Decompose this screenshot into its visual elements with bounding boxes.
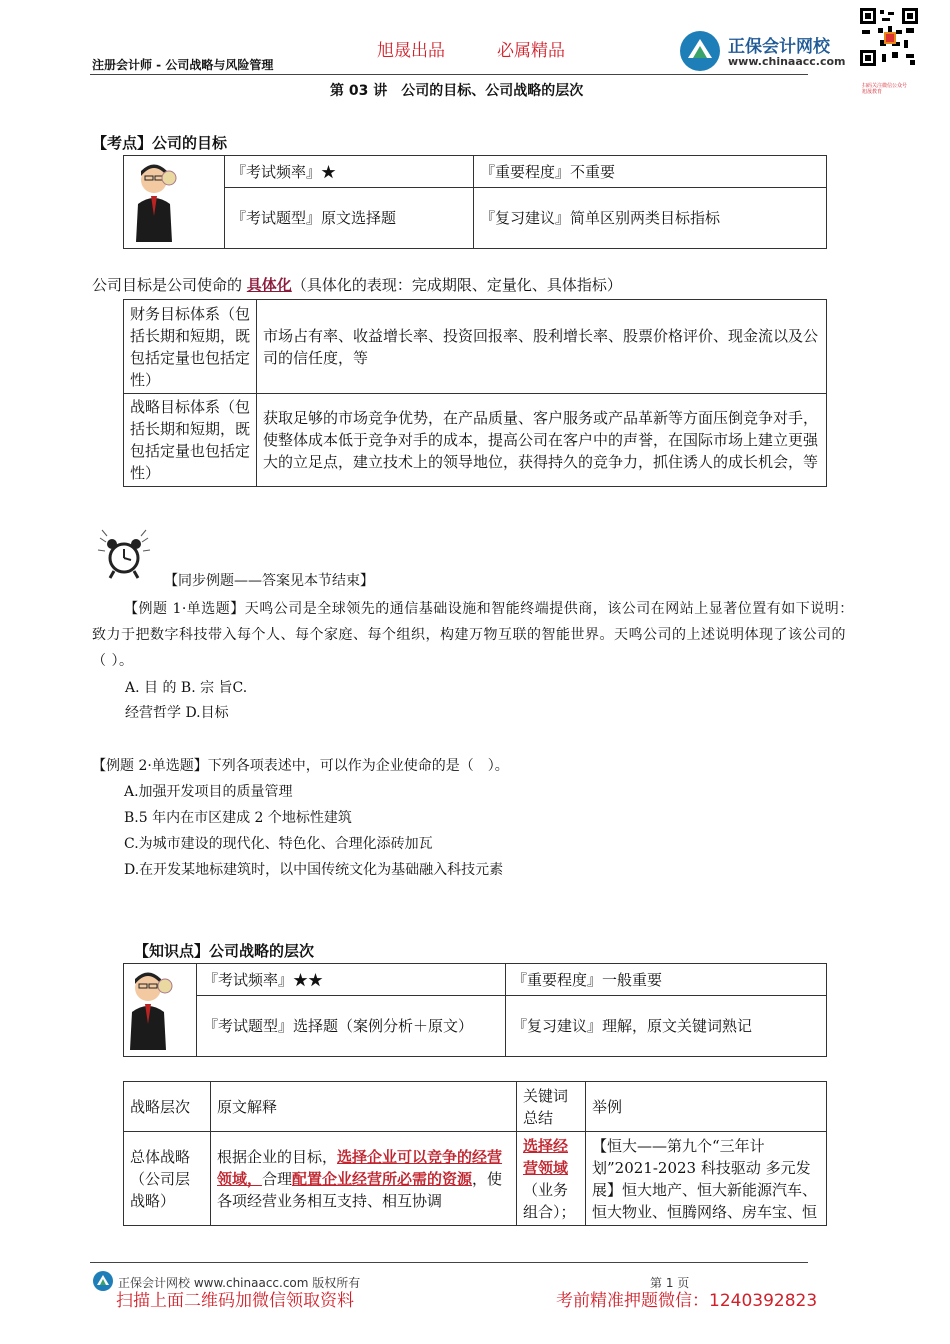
footer-page-number: 第 1 页	[650, 1276, 690, 1290]
table-row	[124, 1132, 827, 1226]
teacher-avatar-icon	[124, 964, 196, 1050]
header-rule	[90, 74, 808, 75]
sync-label: 【同步例题——答案见本节结束】	[164, 573, 374, 589]
ex2-option-c: C.为城市建设的现代化、特色化、合理化添砖加瓦	[124, 836, 433, 852]
kaodian-importance: 『重要程度』不重要	[474, 156, 827, 188]
header-level: 战略层次	[124, 1082, 211, 1132]
kaodian-advice: 『复习建议』简单区别两类目标指标	[474, 188, 827, 249]
footer-promo-left: 扫描上面二维码加微信领取资料	[116, 1291, 354, 1311]
ex2-stem: 【例题 2·单选题】下列各项表述中，可以作为企业使命的是（ ）。	[92, 758, 509, 774]
header-keyword: 关键词总结	[517, 1082, 586, 1132]
zhishi-freq: 『考试频率』★★	[197, 964, 506, 996]
table-row	[124, 300, 827, 394]
zhishi-importance: 『重要程度』一般重要	[506, 964, 827, 996]
alarm-clock-icon	[94, 524, 156, 584]
ex2-option-d: D.在开发某地标建筑时，以中国传统文化为基础融入科技元素	[124, 862, 504, 878]
ex1-options-line1: A. 目 的 B. 宗 旨C.	[125, 680, 248, 696]
header-explanation: 原文解释	[211, 1082, 517, 1132]
footer-rule	[90, 1262, 808, 1263]
target-name: 战略目标体系（包括长期和短期，既包括定量也包括定性）	[124, 394, 257, 487]
teacher-avatar-cell	[124, 156, 225, 249]
target-content: 市场占有率、收益增长率、投资回报率、股利增长率、股票价格评价、现金流以及公司的信任度，等	[257, 300, 827, 394]
chinaacc-logo[interactable]	[678, 30, 848, 72]
footer-promo-right: 考前精准押题微信：1240392823	[556, 1291, 818, 1311]
level-example: 【恒大——第九个“三年计划”2021-2023 科技驱动 多元发展】恒大地产、恒大新能源汽车、恒大物业、恒腾网络、房车宝、恒	[586, 1132, 827, 1226]
qr-code-icon	[858, 6, 920, 68]
kaodian-table	[123, 155, 827, 249]
table-row	[124, 394, 827, 487]
target-name: 财务目标体系（包括长期和短期，既包括定量也包括定性）	[124, 300, 257, 394]
qr-caption: 扫码关注微信公众号 旭晟教育	[862, 83, 908, 95]
zhishi-heading: 【知识点】公司战略的层次	[134, 942, 315, 960]
intro-sentence: 公司目标是公司使命的 具体化（具体化的表现：完成期限、定量化、具体指标）	[92, 276, 622, 294]
zhishi-table	[123, 963, 827, 1057]
ex2-option-b: B.5 年内在市区建成 2 个地标性建筑	[124, 810, 352, 826]
ex2-option-a: A.加强开发项目的质量管理	[124, 784, 293, 800]
level-name: 总体战略（公司层战略）	[124, 1132, 211, 1226]
logo-url: www.chinaacc.com	[728, 55, 846, 68]
brand-left: 旭晟出品	[377, 41, 445, 61]
levels-table	[123, 1081, 827, 1226]
level-keyword: 选择经营领域（业务组合）；	[517, 1132, 586, 1226]
qr-code[interactable]	[858, 6, 920, 68]
footer-logo-icon	[92, 1270, 114, 1292]
brand-right: 必属精品	[497, 41, 565, 61]
logo-icon	[678, 30, 722, 72]
targets-table	[123, 299, 827, 487]
target-content: 获取足够的市场竞争优势，在产品质量、客户服务或产品革新等方面压倒竞争对手，使整体成本低于竞争对手的成本，提高公司在客户中的声誉，在国际市场上建立更强大的立足点，建立技术上的领导地位，获得持久的竞争力，抓住诱人的成长机会，等	[257, 394, 827, 487]
lecture-title: 第 03 讲 公司的目标、公司战略的层次	[330, 83, 584, 99]
zhishi-advice: 『复习建议』理解，原文关键词熟记	[506, 996, 827, 1057]
kaodian-qtype: 『考试题型』原文选择题	[225, 188, 474, 249]
level-explanation: 根据企业的目标，选择企业可以竞争的经营领域，合理配置企业经营所必需的资源，使各项经营业务相互支持、相互协调	[211, 1132, 517, 1226]
teacher-avatar-cell	[124, 964, 197, 1057]
ex1-stem: 【例题 1·单选题】天鸣公司是全球领先的通信基础设施和智能终端提供商，该公司在网站上显著位置有如下说明：致力于把数字科技带入每个人、每个家庭、每个组织，构建万物互联的智能世界。天鸣公司的上述说明体现了该公司的（ ）。	[92, 601, 854, 669]
course-title: 注册会计师 - 公司战略与风险管理	[92, 58, 274, 72]
ex1-options-line2: 经营哲学 D.目标	[125, 705, 229, 721]
kaodian-heading: 【考点】公司的目标	[92, 134, 228, 152]
teacher-avatar-icon	[124, 156, 224, 242]
logo-name: 正保会计网校	[728, 37, 830, 57]
header-example: 举例	[586, 1082, 827, 1132]
table-header-row	[124, 1082, 827, 1132]
footer-copyright: 正保会计网校 www.chinaacc.com 版权所有	[118, 1276, 361, 1290]
zhishi-qtype: 『考试题型』选择题（案例分析＋原文）	[197, 996, 506, 1057]
intro-highlight: 具体化	[246, 276, 292, 294]
kaodian-freq: 『考试频率』★	[225, 156, 474, 188]
